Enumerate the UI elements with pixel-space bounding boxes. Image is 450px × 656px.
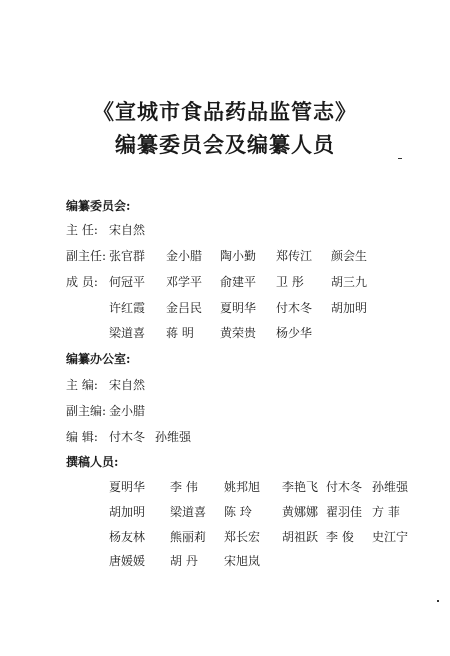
compilers-label: 编 辑: xyxy=(66,430,98,444)
person-name: 胡三九 xyxy=(331,275,368,289)
person-name: 付木冬 xyxy=(276,301,313,315)
person-name: 郑长宏 xyxy=(224,530,261,544)
person-name: 杨友林 xyxy=(109,530,146,544)
director-label: 主 任: xyxy=(66,223,98,237)
person-name: 孙维强 xyxy=(372,480,409,494)
title-line-2: 编纂委员会及编纂人员 xyxy=(115,132,335,157)
scan-speck xyxy=(398,158,402,159)
person-name: 金吕民 xyxy=(166,301,203,315)
person-name: 付木冬 xyxy=(326,480,363,494)
writers-heading: 撰稿人员: xyxy=(66,455,119,469)
person-name: 胡加明 xyxy=(109,505,146,519)
members-row-2 xyxy=(109,301,367,315)
title-line-1: 《宣城市食品药品监管志》 xyxy=(93,99,357,124)
editor-label: 主 编: xyxy=(66,378,98,392)
members-row-1 xyxy=(109,275,367,289)
scan-speck xyxy=(437,600,439,602)
person-name: 颜会生 xyxy=(331,249,368,263)
person-name: 姚邦旭 xyxy=(224,480,261,494)
deputy-director-list xyxy=(109,249,367,263)
person-name: 李 俊 xyxy=(326,530,354,544)
person-name: 付木冬 xyxy=(109,430,146,444)
person-name: 李艳飞 xyxy=(282,480,319,494)
writers-row-3 xyxy=(109,530,408,544)
person-name: 陈 玲 xyxy=(224,505,252,519)
person-name: 梁道喜 xyxy=(170,505,207,519)
deputy-editor-label: 副主编: xyxy=(66,404,107,418)
person-name: 胡祖跃 xyxy=(282,530,319,544)
compilers-list xyxy=(109,430,191,444)
person-name: 杨少华 xyxy=(276,326,313,340)
person-name: 陶小勤 xyxy=(220,249,257,263)
members-label: 成 员: xyxy=(66,275,98,289)
person-name: 黄荣贵 xyxy=(220,326,257,340)
person-name: 许红霞 xyxy=(109,301,146,315)
committee-heading: 编纂委员会: xyxy=(66,199,131,213)
person-name: 俞建平 xyxy=(220,275,257,289)
person-name: 何冠平 xyxy=(109,275,146,289)
person-name: 胡加明 xyxy=(331,301,368,315)
person-name: 梁道喜 xyxy=(109,326,146,340)
person-name: 张官群 xyxy=(109,249,146,263)
deputy-editor-name: 金小腊 xyxy=(109,404,146,418)
person-name: 金小腊 xyxy=(166,249,203,263)
person-name: 夏明华 xyxy=(109,480,146,494)
office-heading: 编纂办公室: xyxy=(66,352,131,366)
person-name: 宋旭岚 xyxy=(224,554,261,568)
person-name: 唐媛媛 xyxy=(109,554,146,568)
person-name: 郑传江 xyxy=(276,249,313,263)
person-name: 孙维强 xyxy=(155,430,192,444)
person-name: 熊丽莉 xyxy=(170,530,207,544)
editor-name: 宋自然 xyxy=(109,378,146,392)
person-name: 翟羽佳 xyxy=(326,505,363,519)
person-name: 卫 彤 xyxy=(276,275,304,289)
director-name: 宋自然 xyxy=(109,223,146,237)
person-name: 方 菲 xyxy=(372,505,400,519)
person-name: 李 伟 xyxy=(170,480,198,494)
writers-row-1 xyxy=(109,480,408,494)
members-row-3 xyxy=(109,326,312,340)
person-name: 邓学平 xyxy=(166,275,203,289)
person-name: 黄娜娜 xyxy=(282,505,319,519)
person-name: 胡 丹 xyxy=(170,554,198,568)
person-name: 夏明华 xyxy=(220,301,257,315)
person-name: 蒋 明 xyxy=(166,326,194,340)
deputy-director-label: 副主任: xyxy=(66,249,107,263)
person-name: 史江宁 xyxy=(372,530,409,544)
writers-row-4 xyxy=(109,554,260,568)
writers-row-2 xyxy=(109,505,400,519)
